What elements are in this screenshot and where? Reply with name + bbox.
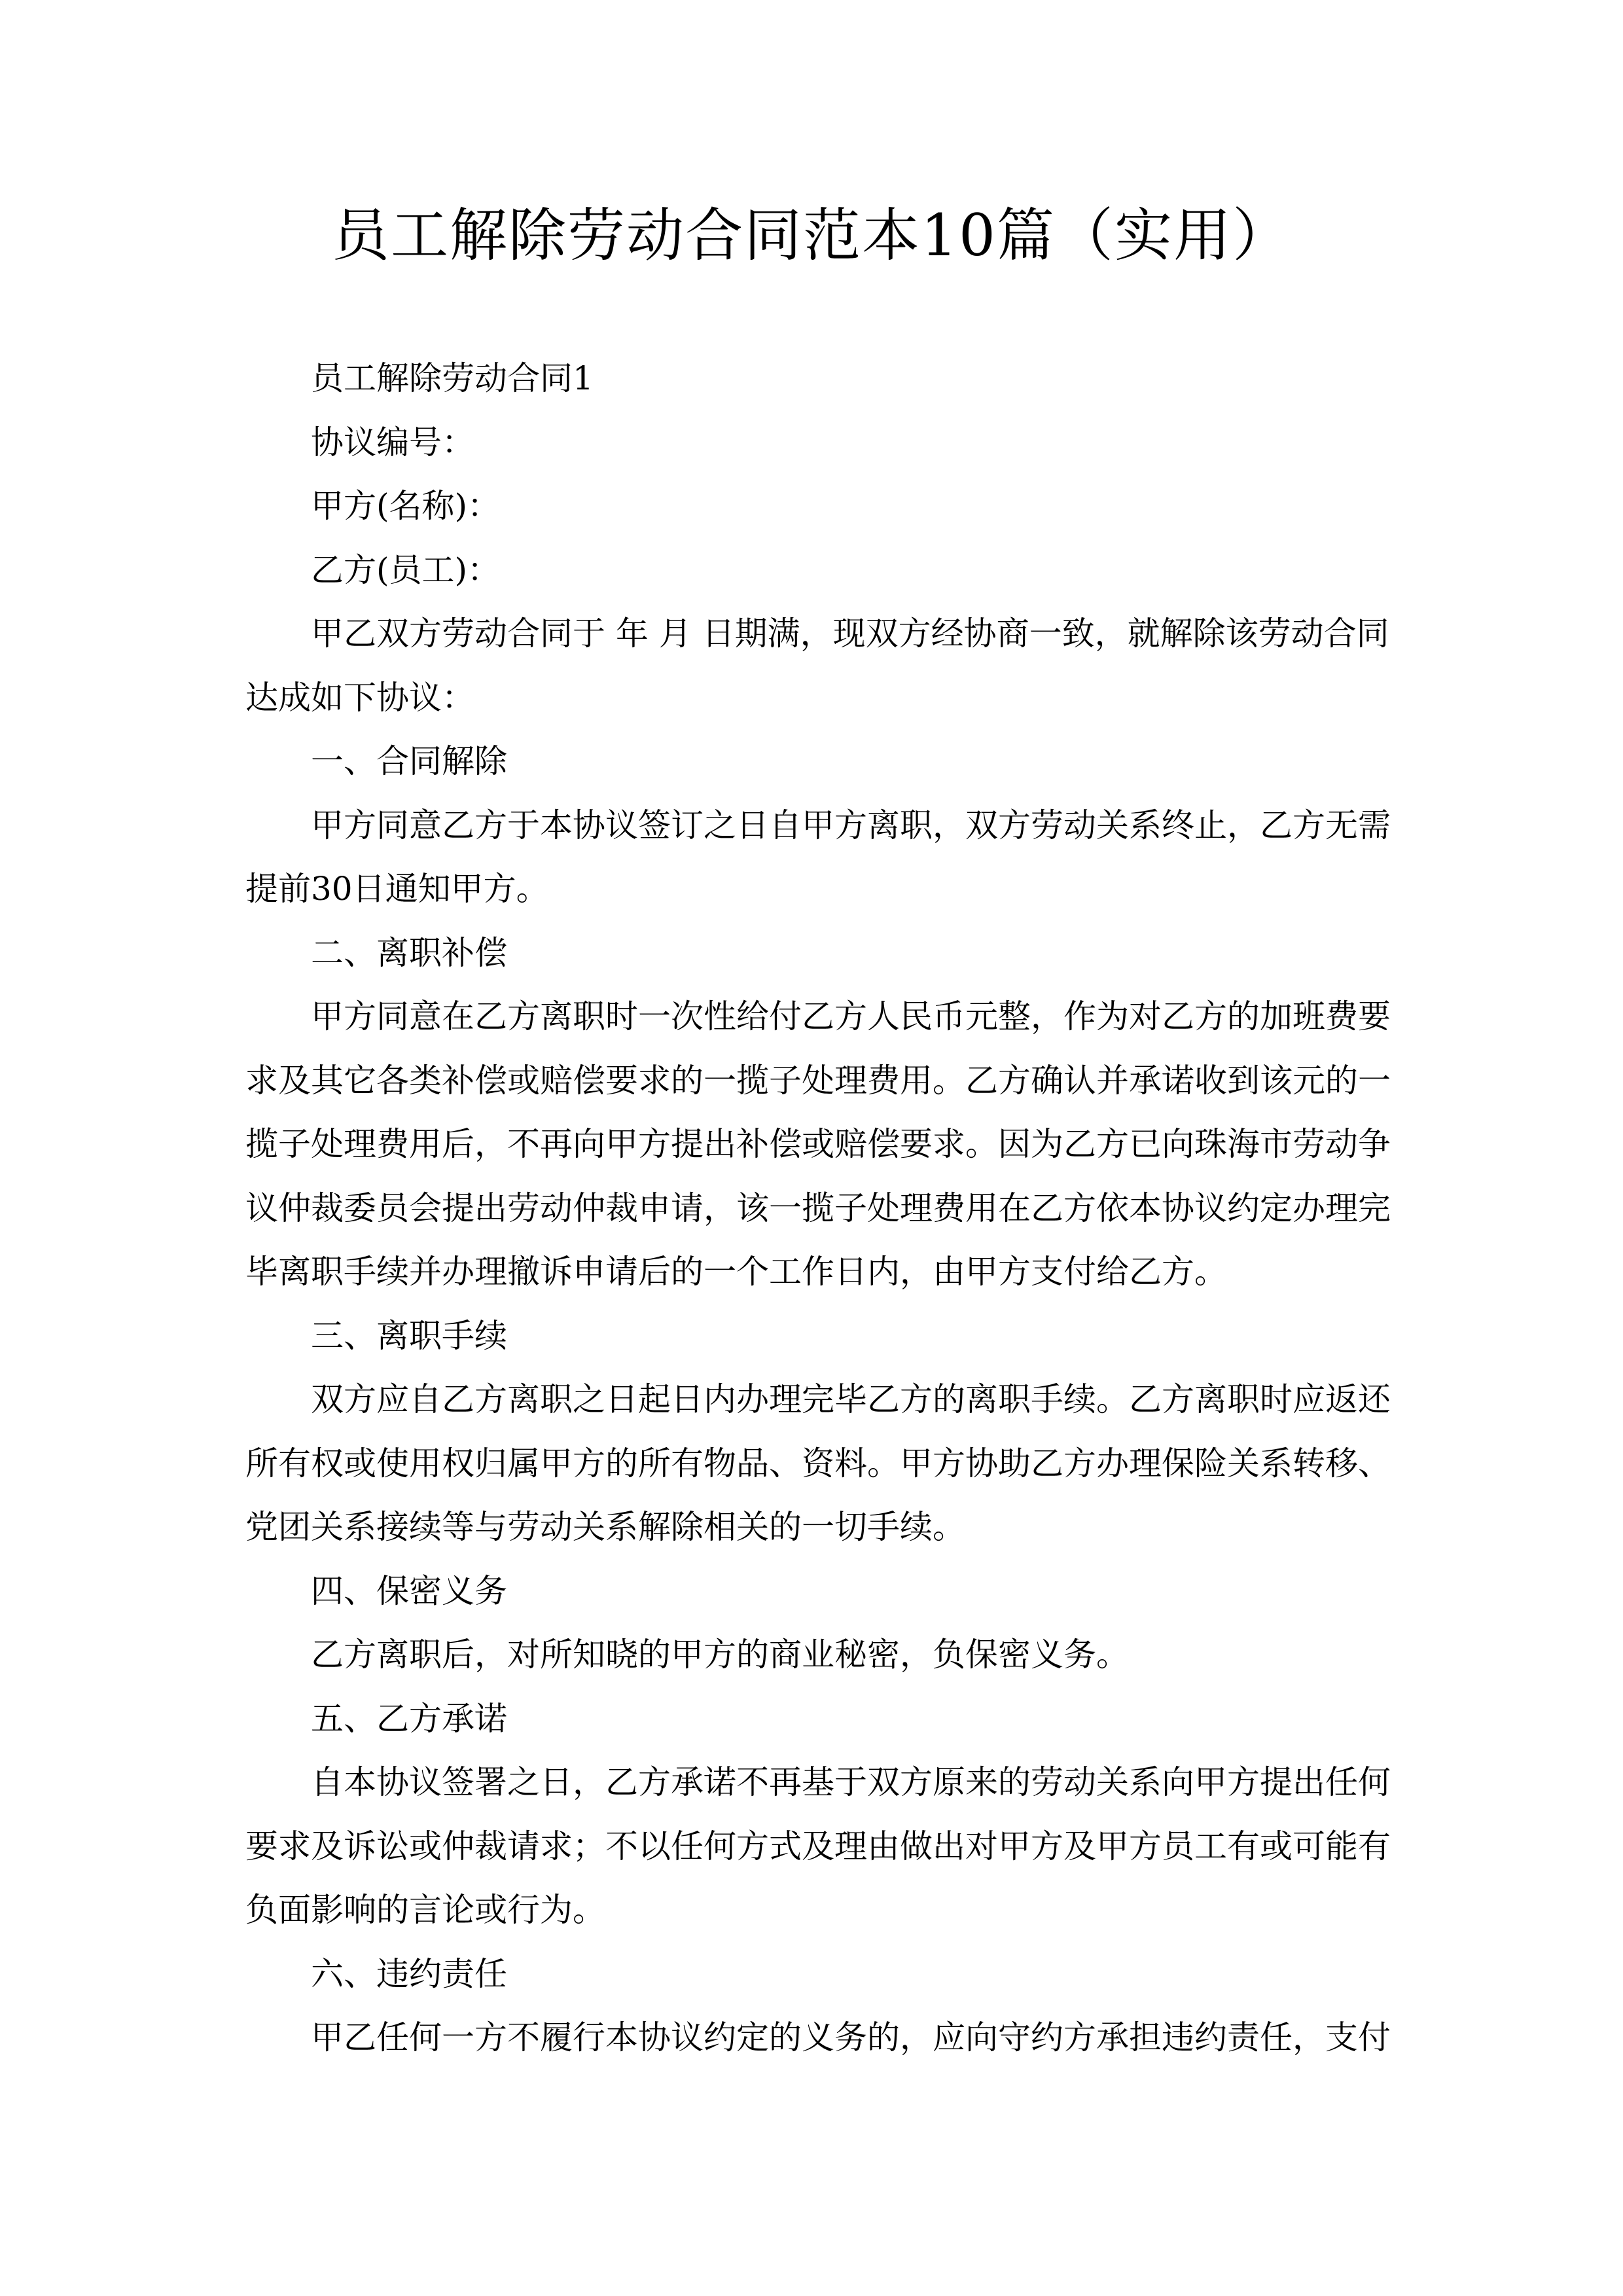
clause-heading: 二、离职补偿 <box>311 933 507 972</box>
paragraph-line: 双方应自乙方离职之日起日内办理完毕乙方的离职手续。乙方离职时应返还 <box>311 1380 1391 1418</box>
clause-paragraph <box>245 985 1391 1304</box>
paragraph-line: 自本协议签署之日，乙方承诺不再基于双方原来的劳动关系向甲方提出任何 <box>311 1763 1391 1801</box>
paragraph-line: 甲方同意在乙方离职时一次性给付乙方人民币元整，作为对乙方的加班费要 <box>311 997 1391 1035</box>
clause-paragraph <box>245 2006 1391 2070</box>
party-a-field: 甲方(名称)： <box>311 487 501 525</box>
document-title: 员工解除劳动合同范本10篇（实用） <box>332 202 1291 269</box>
paragraph-line: 毕离职手续并办理撤诉申请后的一个工作日内，由甲方支付给乙方。 <box>245 1253 1227 1291</box>
agreement-number-field: 协议编号： <box>311 423 474 461</box>
paragraph-line: 提前30日通知甲方。 <box>245 870 549 908</box>
section-heading: 员工解除劳动合同1 <box>311 359 594 397</box>
clause-paragraph <box>245 1751 1391 1943</box>
paragraph-line: 党团关系接续等与劳动关系解除相关的一切手续。 <box>245 1508 965 1546</box>
paragraph-line: 乙方离职后，对所知晓的甲方的商业秘密，负保密义务。 <box>311 1636 1129 1674</box>
paragraph-line: 要求及诉讼或仲裁请求；不以任何方式及理由做出对甲方及甲方员工有或可能有 <box>245 1827 1391 1865</box>
paragraph-line: 负面影响的言论或行为。 <box>245 1891 605 1929</box>
paragraph-line: 甲方同意乙方于本协议签订之日自甲方离职，双方劳动关系终止，乙方无需 <box>311 806 1391 844</box>
clause-heading: 四、保密义务 <box>311 1571 507 1610</box>
paragraph-line: 议仲裁委员会提出劳动仲裁申请，该一揽子处理费用在乙方依本协议约定办理完 <box>245 1189 1391 1227</box>
clause-heading: 三、离职手续 <box>311 1316 507 1355</box>
paragraph-line: 甲乙任何一方不履行本协议约定的义务的，应向守约方承担违约责任，支付 <box>311 2018 1391 2056</box>
clause-paragraph <box>245 794 1391 922</box>
paragraph-line: 所有权或使用权归属甲方的所有物品、资料。甲方协助乙方办理保险关系转移、 <box>245 1444 1391 1482</box>
paragraph-line: 达成如下协议： <box>245 678 474 717</box>
party-b-field: 乙方(员工)： <box>311 550 501 589</box>
clause-heading: 一、合同解除 <box>311 742 507 780</box>
clause-paragraph <box>245 1368 1391 1560</box>
intro-paragraph <box>245 602 1389 730</box>
paragraph-line: 揽子处理费用后，不再向甲方提出补偿或赔偿要求。因为乙方已向珠海市劳动争 <box>245 1125 1391 1163</box>
document-body <box>245 347 1391 2070</box>
clause-heading: 五、乙方承诺 <box>311 1699 507 1738</box>
clause-paragraph <box>245 1623 1381 1687</box>
clause-heading: 六、违约责任 <box>311 1954 507 1993</box>
paragraph-line: 求及其它各类补偿或赔偿要求的一揽子处理费用。乙方确认并承诺收到该元的一 <box>245 1061 1391 1100</box>
paragraph-line: 甲乙双方劳动合同于 年 月 日期满，现双方经协商一致，就解除该劳动合同 <box>311 615 1389 653</box>
